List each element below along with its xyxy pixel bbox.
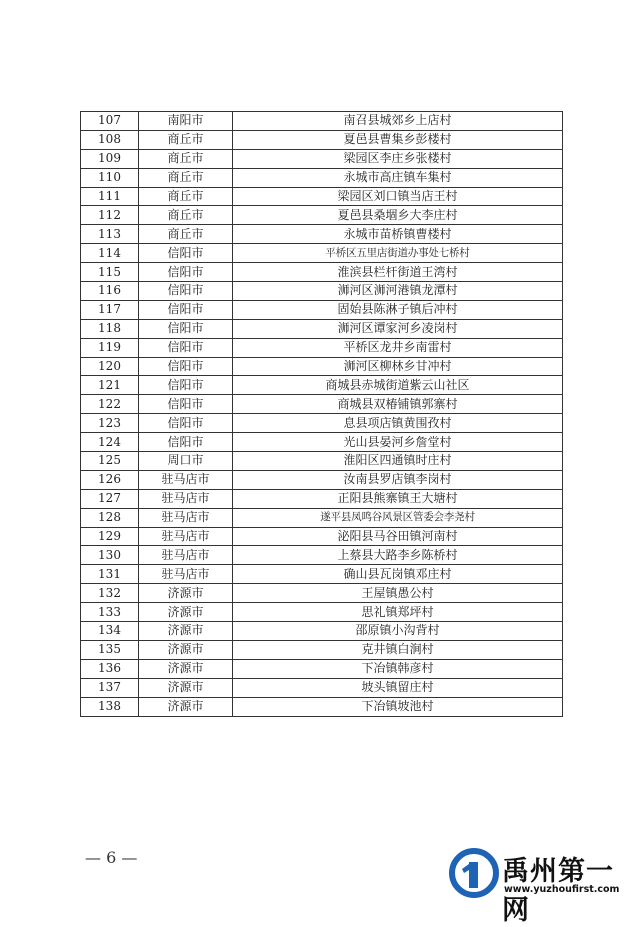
row-village: 光山县晏河乡詹堂村: [233, 433, 563, 452]
row-village: 梁园区刘口镇当店王村: [233, 187, 563, 206]
row-village: 泌阳县马谷田镇河南村: [233, 527, 563, 546]
table-row: [81, 395, 563, 414]
row-number: 138: [81, 697, 139, 716]
row-village: 下冶镇坡池村: [233, 697, 563, 716]
row-number: 110: [81, 168, 139, 187]
table-row: [81, 640, 563, 659]
row-village: 永城市苗桥镇曹楼村: [233, 225, 563, 244]
table-body: [81, 112, 563, 717]
row-village: 平桥区五里店街道办事处七桥村: [233, 244, 563, 263]
row-city: 信阳市: [139, 433, 233, 452]
row-number: 130: [81, 546, 139, 565]
table-row: [81, 225, 563, 244]
logo-icon: [448, 846, 500, 898]
row-city: 信阳市: [139, 414, 233, 433]
row-number: 107: [81, 112, 139, 131]
row-village: 确山县瓦岗镇邓庄村: [233, 565, 563, 584]
row-number: 123: [81, 414, 139, 433]
row-village: 固始县陈淋子镇后冲村: [233, 300, 563, 319]
row-number: 127: [81, 489, 139, 508]
table-row: [81, 527, 563, 546]
row-village: 思礼镇郑坪村: [233, 603, 563, 622]
row-village: 梁园区李庄乡张楼村: [233, 149, 563, 168]
row-city: 商丘市: [139, 168, 233, 187]
row-city: 驻马店市: [139, 470, 233, 489]
row-village: 南召县城郊乡上店村: [233, 112, 563, 131]
row-number: 129: [81, 527, 139, 546]
table-row: [81, 168, 563, 187]
row-village: 商城县双椿铺镇郭寨村: [233, 395, 563, 414]
row-city: 驻马店市: [139, 508, 233, 527]
row-city: 信阳市: [139, 319, 233, 338]
row-city: 驻马店市: [139, 565, 233, 584]
row-city: 商丘市: [139, 130, 233, 149]
row-village: 下冶镇韩彦村: [233, 659, 563, 678]
row-number: 122: [81, 395, 139, 414]
row-number: 118: [81, 319, 139, 338]
table-row: [81, 678, 563, 697]
row-number: 131: [81, 565, 139, 584]
row-city: 信阳市: [139, 300, 233, 319]
row-city: 济源市: [139, 584, 233, 603]
row-number: 111: [81, 187, 139, 206]
table-row: [81, 112, 563, 131]
row-city: 济源市: [139, 678, 233, 697]
table-row: [81, 319, 563, 338]
row-number: 136: [81, 659, 139, 678]
row-city: 济源市: [139, 659, 233, 678]
row-number: 114: [81, 244, 139, 263]
row-number: 132: [81, 584, 139, 603]
page-number: — 6 —: [85, 848, 138, 867]
row-number: 137: [81, 678, 139, 697]
row-city: 信阳市: [139, 376, 233, 395]
table-row: [81, 452, 563, 471]
row-city: 济源市: [139, 622, 233, 641]
table-row: [81, 414, 563, 433]
row-city: 商丘市: [139, 187, 233, 206]
table-row: [81, 187, 563, 206]
table-row: [81, 565, 563, 584]
table-row: [81, 603, 563, 622]
row-village: 浉河区柳林乡甘冲村: [233, 357, 563, 376]
table-row: [81, 470, 563, 489]
row-number: 115: [81, 263, 139, 282]
row-city: 信阳市: [139, 244, 233, 263]
table-row: [81, 357, 563, 376]
table-row: [81, 659, 563, 678]
table-row: [81, 376, 563, 395]
row-village: 浉河区谭家河乡凌岗村: [233, 319, 563, 338]
row-city: 驻马店市: [139, 527, 233, 546]
row-number: 120: [81, 357, 139, 376]
row-city: 济源市: [139, 603, 233, 622]
row-village: 正阳县熊寨镇王大塘村: [233, 489, 563, 508]
row-city: 信阳市: [139, 395, 233, 414]
table-row: [81, 622, 563, 641]
table-row: [81, 282, 563, 301]
table-row: [81, 584, 563, 603]
row-city: 商丘市: [139, 149, 233, 168]
village-table: [80, 111, 563, 717]
row-number: 112: [81, 206, 139, 225]
row-village: 王屋镇愚公村: [233, 584, 563, 603]
row-village: 浉河区浉河港镇龙潭村: [233, 282, 563, 301]
row-village: 息县项店镇黄围孜村: [233, 414, 563, 433]
row-number: 117: [81, 300, 139, 319]
row-city: 商丘市: [139, 206, 233, 225]
table-row: [81, 206, 563, 225]
row-village: 汝南县罗店镇李岗村: [233, 470, 563, 489]
row-number: 119: [81, 338, 139, 357]
row-city: 驻马店市: [139, 546, 233, 565]
table-row: [81, 338, 563, 357]
row-number: 125: [81, 452, 139, 471]
row-number: 134: [81, 622, 139, 641]
row-city: 信阳市: [139, 338, 233, 357]
watermark: [448, 846, 628, 926]
table-row: [81, 508, 563, 527]
row-village: 商城县赤城街道紫云山社区: [233, 376, 563, 395]
row-number: 113: [81, 225, 139, 244]
row-number: 135: [81, 640, 139, 659]
table-row: [81, 244, 563, 263]
row-number: 108: [81, 130, 139, 149]
row-city: 南阳市: [139, 112, 233, 131]
row-village: 永城市高庄镇车集村: [233, 168, 563, 187]
table-row: [81, 263, 563, 282]
row-village: 遂平县凤鸣谷风景区管委会李尧村: [233, 508, 563, 527]
row-city: 济源市: [139, 640, 233, 659]
row-city: 信阳市: [139, 263, 233, 282]
row-city: 信阳市: [139, 282, 233, 301]
row-village: 夏邑县曹集乡彭楼村: [233, 130, 563, 149]
row-number: 116: [81, 282, 139, 301]
table-row: [81, 489, 563, 508]
row-village: 坡头镇留庄村: [233, 678, 563, 697]
row-village: 克井镇白涧村: [233, 640, 563, 659]
row-number: 121: [81, 376, 139, 395]
row-number: 133: [81, 603, 139, 622]
row-village: 淮阳区四通镇时庄村: [233, 452, 563, 471]
row-number: 128: [81, 508, 139, 527]
row-village: 夏邑县桑堌乡大李庄村: [233, 206, 563, 225]
table-row: [81, 546, 563, 565]
watermark-title: 禹州第一网: [502, 856, 614, 926]
row-village: 上蔡县大路李乡陈桥村: [233, 546, 563, 565]
row-village: 平桥区龙井乡南雷村: [233, 338, 563, 357]
row-city: 济源市: [139, 697, 233, 716]
table-row: [81, 433, 563, 452]
row-village: 淮滨县栏杆街道王湾村: [233, 263, 563, 282]
watermark-url: www.yuzhoufirst.com: [504, 884, 620, 895]
row-city: 驻马店市: [139, 489, 233, 508]
row-number: 109: [81, 149, 139, 168]
table-row: [81, 300, 563, 319]
row-city: 信阳市: [139, 357, 233, 376]
row-village: 邵原镇小沟背村: [233, 622, 563, 641]
table-row: [81, 697, 563, 716]
row-number: 124: [81, 433, 139, 452]
table-row: [81, 130, 563, 149]
row-city: 商丘市: [139, 225, 233, 244]
table-row: [81, 149, 563, 168]
row-city: 周口市: [139, 452, 233, 471]
row-number: 126: [81, 470, 139, 489]
